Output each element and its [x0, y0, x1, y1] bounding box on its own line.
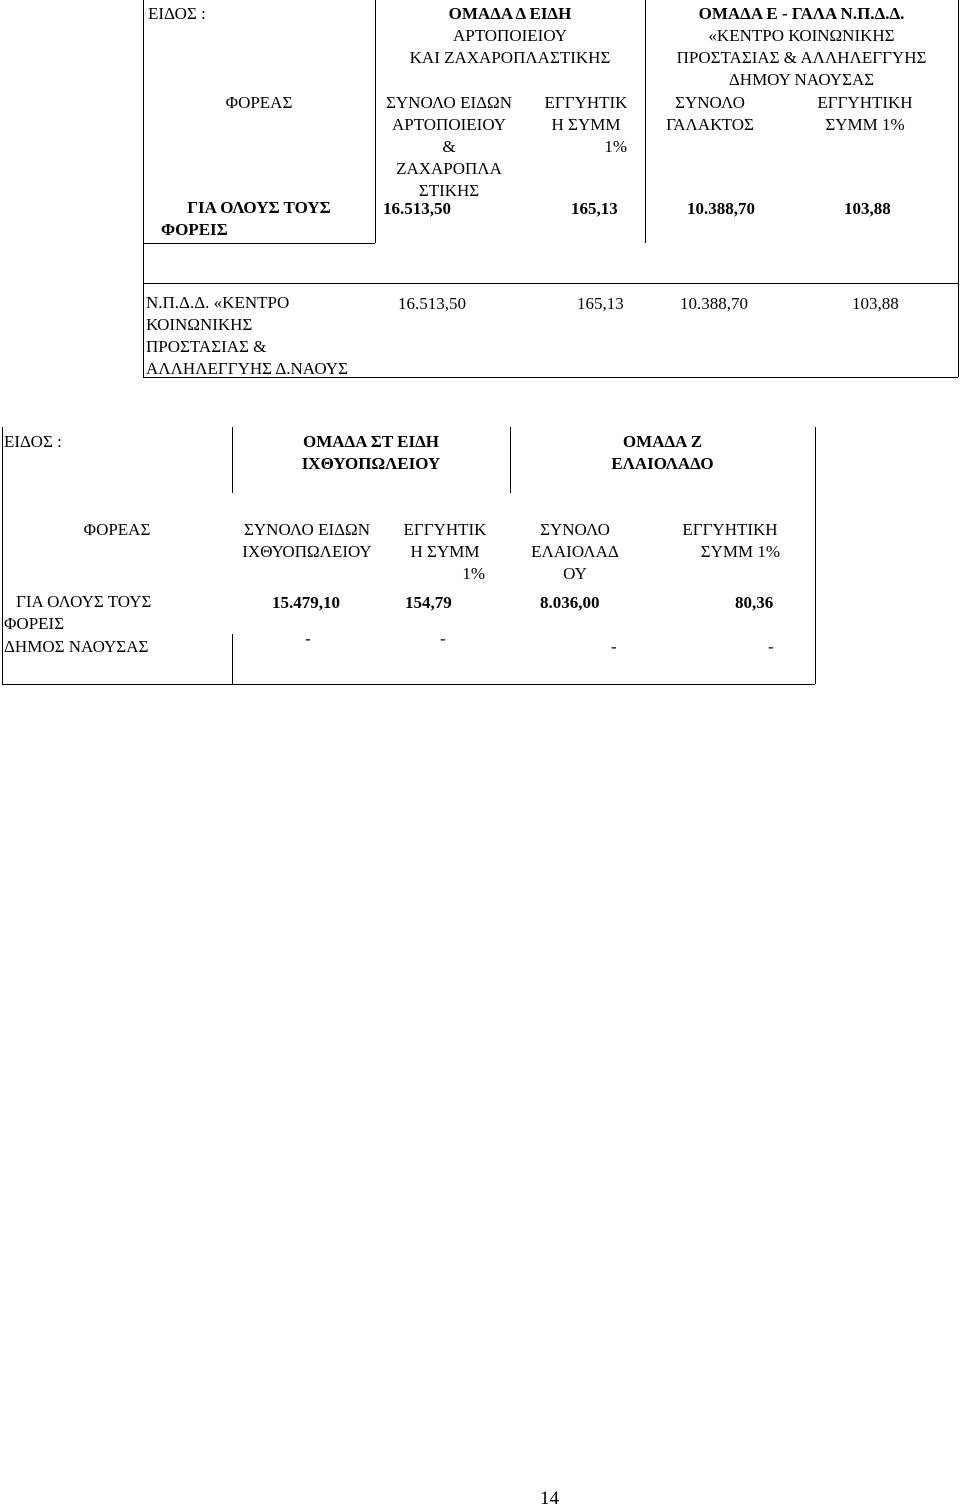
all-guarantee-d: 165,13 — [571, 199, 618, 218]
eidos-label-2: ΕΙΔΟΣ : — [4, 432, 62, 451]
npdd-guarantee-d: 165,13 — [577, 294, 624, 313]
col-total-d: ΣΥΝΟΛΟ ΕΙΔΩΝ ΑΡΤΟΠΟΙΕΙΟΥ & ΖΑΧΑΡΟΠΛΑ ΣΤΙΚΗΣ — [386, 93, 512, 200]
col-guarantee-st: ΕΓΓΥΗΤΙΚ Η ΣΥΜΜ 1% — [403, 520, 487, 583]
dimos-total-z: - — [611, 637, 617, 656]
npdd-total-d: 16.513,50 — [398, 294, 466, 313]
col-guarantee-d: ΕΓΓΥΗΤΙΚ Η ΣΥΜΜ 1% — [544, 93, 628, 156]
all-foreis-label-2: ΓΙΑ ΟΛΟΥΣ ΤΟΥΣ ΦΟΡΕΙΣ — [4, 592, 152, 633]
dimos-guarantee-st: - — [440, 629, 446, 648]
page-number: 14 — [540, 1488, 559, 1509]
col-total-st: ΣΥΝΟΛΟ ΕΙΔΩΝ ΙΧΘΥΟΠΩΛΕΙΟΥ — [242, 520, 372, 561]
col-guarantee-e: ΕΓΓΥΗΤΙΚΗ ΣΥΜΜ 1% — [817, 93, 913, 134]
all-guarantee-z: 80,36 — [735, 593, 774, 612]
group-d-header: ΟΜΑΔΑ Δ ΕΙΔΗ ΑΡΤΟΠΟΙΕΙΟΥ ΚΑΙ ΖΑΧΑΡΟΠΛΑΣΤΙΚΗΣ — [409, 4, 611, 67]
group-z-header: ΟΜΑΔΑ Ζ ΕΛΑΙΟΛΑΔΟ — [611, 432, 714, 473]
col-guarantee-z: ΕΓΓΥΗΤΙΚΗ ΣΥΜΜ 1% — [682, 520, 780, 561]
npdd-total-e: 10.388,70 — [680, 294, 748, 313]
dimos-total-st: - — [305, 629, 311, 648]
all-foreis-label: ΓΙΑ ΟΛΟΥΣ ΤΟΥΣ ΦΟΡΕΙΣ — [161, 198, 331, 239]
all-total-d: 16.513,50 — [383, 199, 451, 218]
all-total-e: 10.388,70 — [687, 199, 755, 218]
group-e-header: ΟΜΑΔΑ Ε - ΓΑΛΑ Ν.Π.Δ.Δ. «ΚΕΝΤΡΟ ΚΟΙΝΩΝΙΚΗΣ ΠΡΟΣΤΑΣΙΑΣ & ΑΛΛΗΛΕΓΓΥΗΣ ΔΗΜΟΥ ΝΑΟΥΣΑΣ — [676, 4, 927, 89]
group-st-header: ΟΜΑΔΑ ΣΤ ΕΙΔΗ ΙΧΘΥΟΠΩΛΕΙΟΥ — [301, 432, 441, 473]
dimos-label: ΔΗΜΟΣ ΝΑΟΥΣΑΣ — [4, 637, 149, 656]
foreas-label-2: ΦΟΡΕΑΣ — [83, 520, 151, 539]
npdd-label: Ν.Π.Δ.Δ. «ΚΕΝΤΡΟ ΚΟΙΝΩΝΙΚΗΣ ΠΡΟΣΤΑΣΙΑΣ & ΑΛΛΗΛΕΓΓΥΗΣ Δ.ΝΑΟΥΣ — [146, 293, 348, 378]
npdd-guarantee-e: 103,88 — [852, 294, 899, 313]
col-total-e: ΣΥΝΟΛΟ ΓΑΛΑΚΤΟΣ — [666, 93, 754, 134]
eidos-label: ΕΙΔΟΣ : — [148, 4, 206, 23]
all-total-z: 8.036,00 — [540, 593, 600, 612]
all-total-st: 15.479,10 — [272, 593, 340, 612]
dimos-guarantee-z: - — [768, 637, 774, 656]
all-guarantee-e: 103,88 — [844, 199, 891, 218]
foreas-label: ΦΟΡΕΑΣ — [225, 93, 293, 112]
col-total-z: ΣΥΝΟΛΟ ΕΛΑΙΟΛΑΔ ΟΥ — [531, 520, 619, 583]
all-guarantee-st: 154,79 — [405, 593, 452, 612]
